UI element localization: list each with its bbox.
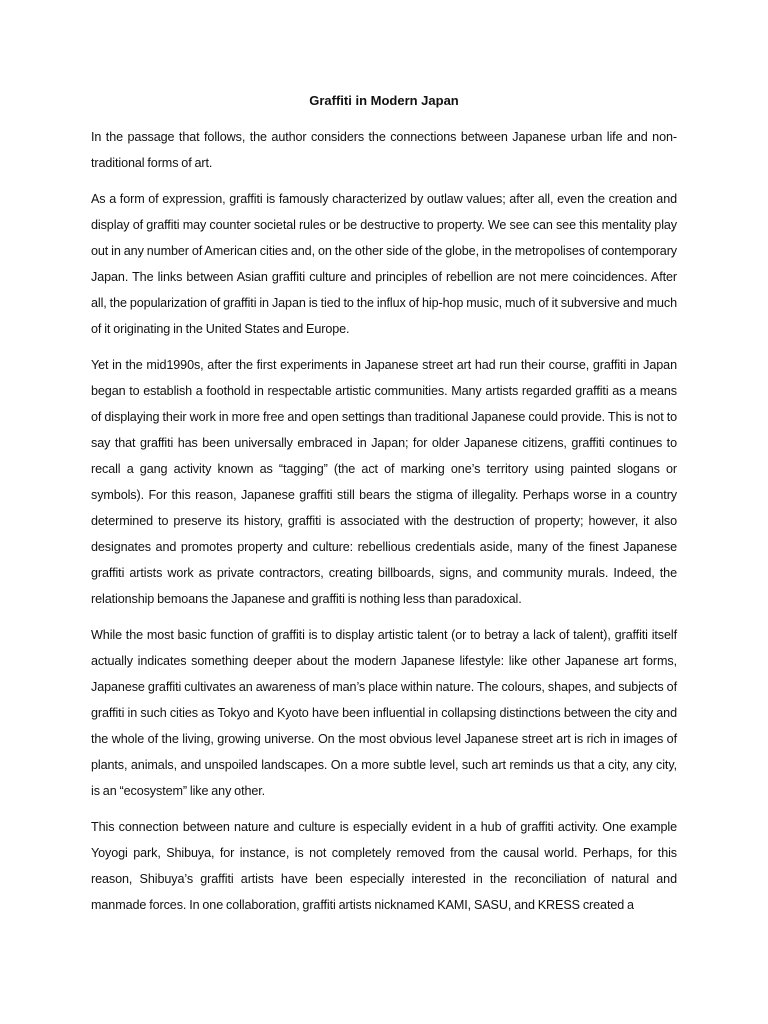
document-title: Graffiti in Modern Japan (309, 93, 459, 108)
document-body (91, 124, 677, 928)
paragraph-2: Yet in the mid1990s, after the first experiments in Japanese street art had run their course, graffiti in Japan began to establish a foothold in respectable artistic communities. Many artists regarded graffiti as a means of displaying their work in more free and open settings than traditional Japanese could provide. This is not to say that graffiti has been universally embraced in Japan; for older Japanese citizens, graffiti continues to recall a gang activity known as “tagging” (the act of marking one’s territory using painted slogans or symbols). For this reason, Japanese graffiti still bears the stigma of illegality. Perhaps worse in a country determined to preserve its history, graffiti is associated with the destruction of property; however, it also designates and promotes property and culture: rebellious credentials aside, many of the finest Japanese graffiti artists work as private contractors, creating billboards, signs, and community murals. Indeed, the relationship bemoans the Japanese and graffiti is nothing less than paradoxical. (91, 358, 677, 606)
paragraph-intro: In the passage that follows, the author considers the connections between Japanese urban life and non-traditional forms of art. (91, 130, 677, 170)
paragraph-4: This connection between nature and culture is especially evident in a hub of graffiti activity. One example Yoyogi park, Shibuya, for instance, is not completely removed from the causal world. Perhaps, for this reason, Shibuya’s graffiti artists have been especially interested in the reconciliation of natural and manmade forces. In one collaboration, graffiti artists nicknamed KAMI, SASU, and KRESS created a (91, 820, 677, 912)
paragraph-3: While the most basic function of graffiti is to display artistic talent (or to betray a lack of talent), graffiti itself actually indicates something deeper about the modern Japanese lifestyle: like other Japanese art forms, Japanese graffiti cultivates an awareness of man’s place within nature. The colours, shapes, and subjects of graffiti in such cities as Tokyo and Kyoto have been influential in collapsing distinctions between the city and the whole of the living, growing universe. On the most obvious level Japanese street art is rich in images of plants, animals, and unspoiled landscapes. On a more subtle level, such art reminds us that a city, any city, is an “ecosystem” like any other. (91, 628, 677, 798)
paragraph-1: As a form of expression, graffiti is famously characterized by outlaw values; after all, even the creation and display of graffiti may counter societal rules or be destructive to property. We see can see this mentality play out in any number of American cities and, on the other side of the globe, in the metropolises of contemporary Japan. The links between Asian graffiti culture and principles of rebellion are not mere coincidences. After all, the popularization of graffiti in Japan is tied to the influx of hip-hop music, much of it subversive and much of it originating in the United States and Europe. (91, 192, 677, 336)
